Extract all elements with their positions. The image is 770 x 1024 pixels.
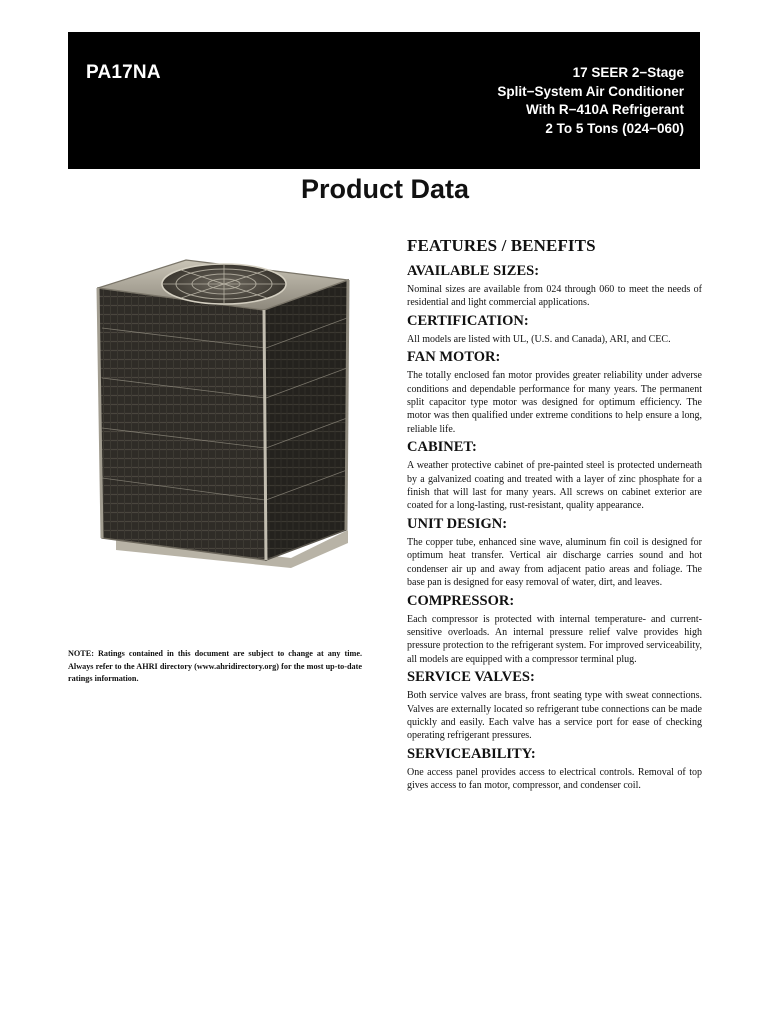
- section-body: Both service valves are brass, front seating type with sweat connections. Valves are externally located so refrigerant tube connections can be made quickly and easily. Each valve has a service port for ease of checking operating refrigerant pressures.: [407, 690, 702, 742]
- subtitle-line-tonnage: 2 To 5 Tons (024−060): [545, 120, 684, 136]
- header-band: [68, 32, 700, 169]
- section-body: Each compressor is protected with internal temperature- and current-sensitive overloads. An internal pressure relief valve provides high pressure protection to the refrigerant system. For improved serviceability, all models are equipped with a compressor terminal plug.: [407, 613, 702, 665]
- subtitle-line-refrigerant: With R−410A Refrigerant: [525, 102, 684, 117]
- section-heading: SERVICE VALVES:: [407, 669, 535, 686]
- page-title: Product Data: [300, 174, 470, 204]
- section-body: A weather protective cabinet of pre-painted steel is protected underneath by a galvanized coating and treated with a layer of zinc phosphate for a finish that will last for many years. All screws on cabinet exterior are coated for a long-lasting, rust-resistant, quality appearance.: [407, 460, 702, 512]
- section-body: All models are listed with UL, (U.S. and Canada), ARI, and CEC.: [407, 333, 671, 345]
- section-body: The totally enclosed fan motor provides greater reliability under adverse conditions and dependable performance for many years. The permanent split capacitor type motor was designed for optimum efficiency. The motor was then qualified under extreme conditions to help ensure a long, reliable life.: [407, 370, 702, 435]
- section-body: Nominal sizes are available from 024 through 060 to meet the needs of residential and light commercial applications.: [407, 284, 702, 309]
- section-body: One access panel provides access to electrical controls. Removal of top gives access to fan motor, compressor, and condenser coil.: [407, 766, 702, 792]
- ratings-note: NOTE: Ratings contained in this document are subject to change at any time. Always refer to the AHRI directory (www.ahridirectory.org) for the most up-to-date ratings information.: [68, 649, 362, 683]
- section-heading: COMPRESSOR:: [407, 592, 515, 609]
- section-heading: UNIT DESIGN:: [407, 515, 508, 532]
- section-heading: FAN MOTOR:: [407, 349, 501, 366]
- section-heading: CERTIFICATION:: [407, 312, 529, 329]
- subtitle-line-seer: 17 SEER 2−Stage: [572, 65, 684, 80]
- section-heading: AVAILABLE SIZES:: [407, 263, 540, 279]
- air-conditioner-photo: [86, 238, 356, 568]
- section-heading: SERVICEABILITY:: [407, 745, 536, 762]
- section-heading: CABINET:: [407, 439, 477, 456]
- features-section: [407, 236, 702, 795]
- section-body: The copper tube, enhanced sine wave, aluminum fin coil is designed for optimum heat transfer. Vertical air discharge carries sound and hot condenser air up and away from adjacent patio areas and foliage. The base pan is designed for easy removal of water, dirt, and leaves.: [407, 536, 702, 589]
- model-number: PA17NA: [86, 62, 161, 83]
- product-subtitle: [497, 64, 684, 138]
- subtitle-line-type: Split−System Air Conditioner: [497, 83, 684, 99]
- features-title: FEATURES / BENEFITS: [407, 236, 596, 255]
